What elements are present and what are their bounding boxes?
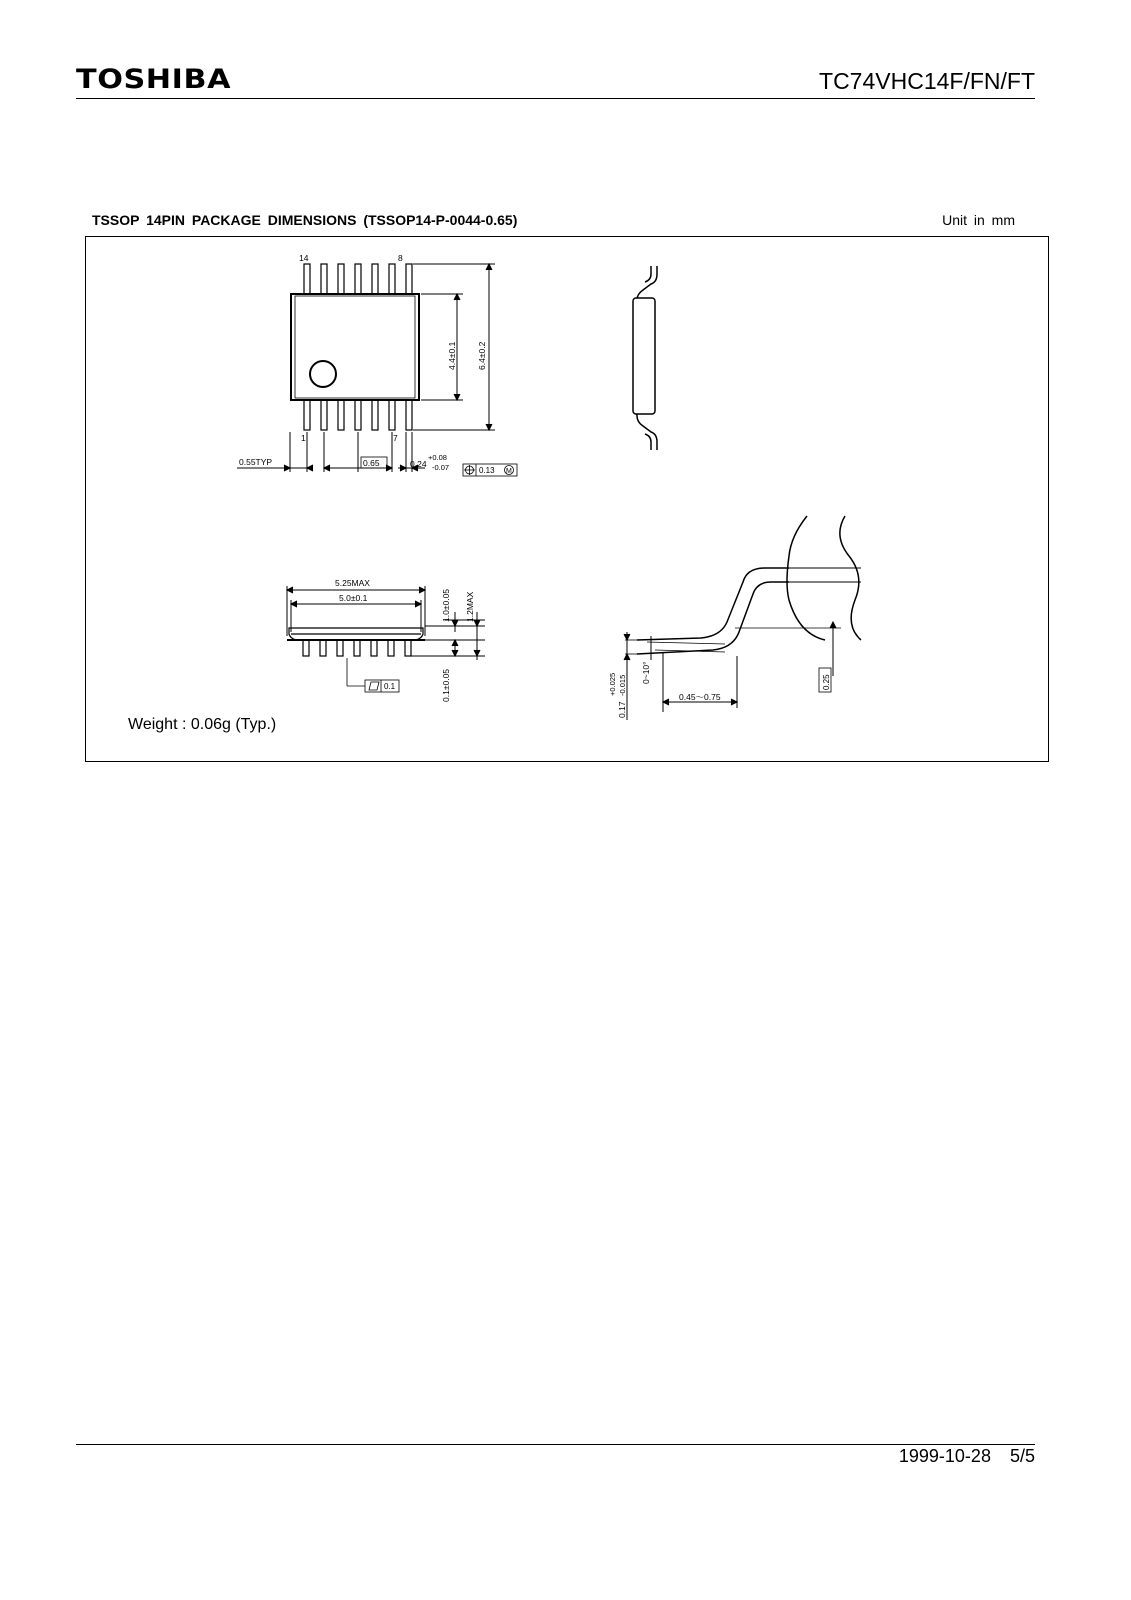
top-leads xyxy=(304,264,412,294)
page-footer xyxy=(885,1446,1035,1467)
dim-pitch: 0.65 xyxy=(363,458,380,468)
company-logo: TOSHIBA xyxy=(76,64,232,95)
bottom-leads xyxy=(304,400,412,430)
footer-page-number: 5/5 xyxy=(1009,1446,1035,1466)
side-view xyxy=(287,586,485,692)
dim-max-length: 5.25MAX xyxy=(335,578,370,588)
dim-gauge: 0.25 xyxy=(822,674,831,690)
position-modifier: M xyxy=(506,468,512,475)
dim-body-height: 1.0±0.05 xyxy=(441,588,451,622)
dim-body-width: 4.4±0.1 xyxy=(447,341,457,370)
section-title: TSSOP 14PIN PACKAGE DIMENSIONS (TSSOP14-P-0044-0.65) xyxy=(92,212,518,228)
pin-8-label: 8 xyxy=(398,253,403,263)
pin-14-label: 14 xyxy=(299,253,309,263)
dim-lead-typ: 0.55TYP xyxy=(239,457,273,467)
pin-7-label: 7 xyxy=(393,433,398,443)
footer-rule xyxy=(76,1444,1035,1445)
part-number: TC74VHC14F/FN/FT xyxy=(819,68,1035,94)
dim-lead-width-minus: -0.07 xyxy=(432,463,450,472)
dim-lead-thickness-plus: +0.025 xyxy=(608,672,617,696)
unit-label: Unit in mm xyxy=(942,212,1015,228)
flatness-value: 0.1 xyxy=(384,682,396,691)
dim-max-height: 1.2MAX xyxy=(465,591,475,622)
dim-lead-width: 0.24 xyxy=(410,459,427,469)
pin-1-label: 1 xyxy=(301,433,306,443)
dim-angle: 0~10° xyxy=(641,661,651,684)
dim-lead-thickness: 0.17 xyxy=(617,701,627,718)
weight-note: Weight : 0.06g (Typ.) xyxy=(128,716,277,733)
end-view xyxy=(633,266,657,450)
package-drawing xyxy=(85,236,1049,762)
dim-lead-thickness-minus: -0.015 xyxy=(618,674,627,696)
dim-overall-width: 6.4±0.2 xyxy=(477,341,487,370)
top-view xyxy=(237,264,517,476)
header-rule xyxy=(76,98,1035,99)
dim-foot-length: 0.45～0.75 xyxy=(679,692,721,702)
dim-lead-width-plus: +0.08 xyxy=(428,453,447,462)
footer-date: 1999-10-28 xyxy=(898,1446,991,1466)
dim-standoff: 0.1±0.05 xyxy=(441,668,451,702)
position-tolerance-value: 0.13 xyxy=(479,466,495,475)
dim-body-length: 5.0±0.1 xyxy=(339,593,368,603)
